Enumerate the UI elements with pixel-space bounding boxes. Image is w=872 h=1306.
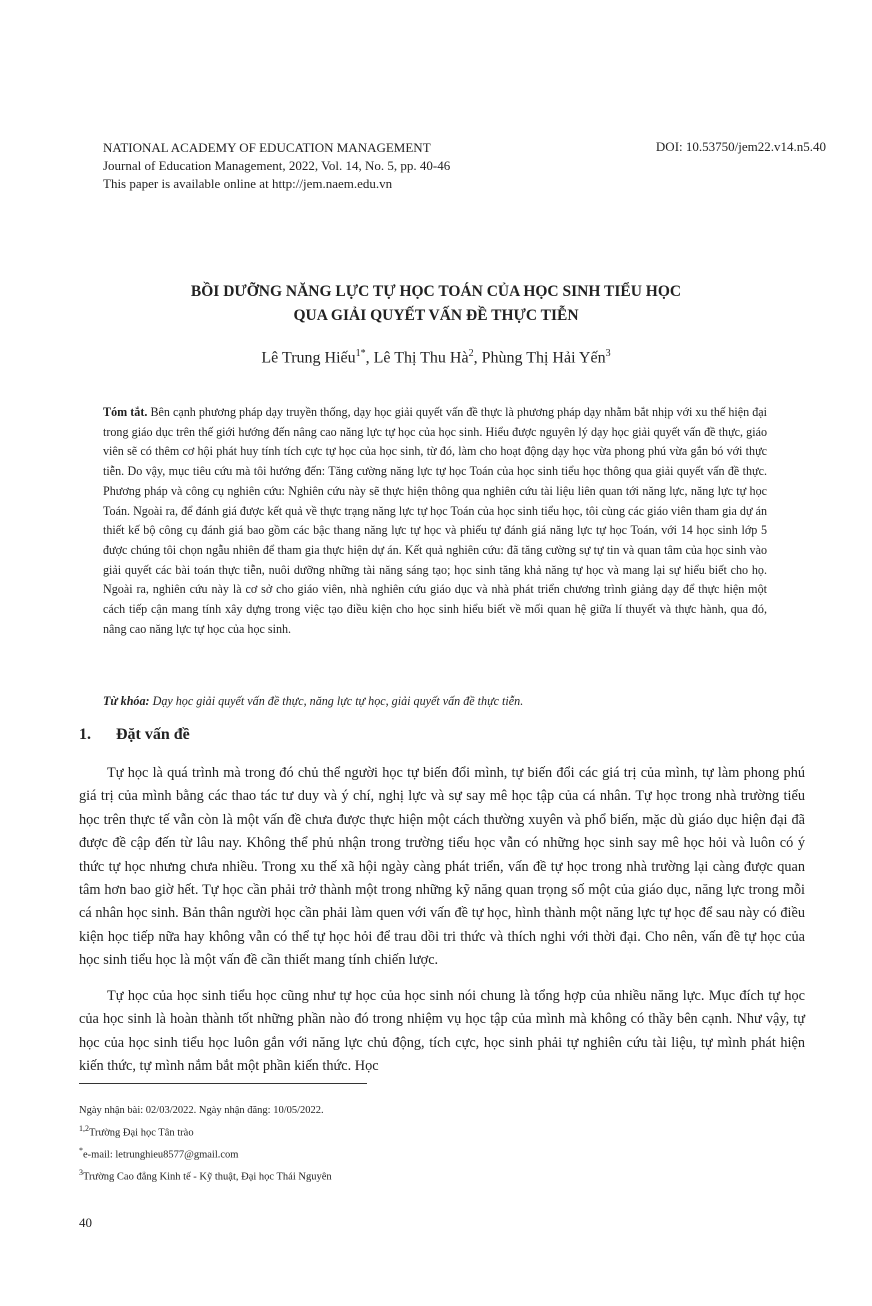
footnote-affiliation-1-2 — [79, 1120, 779, 1142]
title-line-2: QUA GIẢI QUYẾT VẤN ĐỀ THỰC TIỄN — [293, 307, 579, 324]
author-affiliation-mark: 1* — [355, 348, 366, 359]
section-heading — [79, 726, 190, 744]
journal-header — [103, 139, 573, 193]
footnote-affiliation-3 — [79, 1164, 779, 1186]
footnote-text: Trường Đại học Tân trào — [89, 1127, 194, 1138]
author-name: Lê Trung Hiếu — [261, 349, 356, 367]
keywords — [103, 694, 767, 709]
title-line-1: BỒI DƯỠNG NĂNG LỰC TỰ HỌC TOÁN CỦA HỌC SINH TIỂU HỌC — [190, 283, 682, 300]
footnotes — [79, 1102, 779, 1186]
author-name: Phùng Thị Hải Yến — [481, 349, 606, 367]
footnote-email — [79, 1142, 779, 1164]
body-paragraph: Tự học là quá trình mà trong đó chủ thể người học tự biến đổi mình, tự biến đổi các giá trị của mình, tự làm phong phú giá trị của mình bằng các thao tác tư duy và ý chí, nghị lực và sự say mê học tập của cá nhân. Tự học trong nhà trường tiểu học trên thực tế vẫn còn là một vấn đề chưa được thực hiện một cách thường xuyên và phổ biến, mặc dù giáo dục hiện đại đã được đề cập đến từ lâu nay. Không thể phủ nhận trong trường tiểu học vẫn có những học sinh say mê học hỏi và luôn có ý thức tự học nhưng chưa nhiều. Trong xu thế xã hội ngày càng phát triển, vấn đề tự học trong nhà trường lại càng được quan tâm hơn bao giờ hết. Tự học cần phải trở thành một trong những kỹ năng quan trọng số một của giáo dục, năng lực trong mỗi cá nhân học sinh. Bản thân người học cần phải làm quen với vấn đề tự học, hình thành một năng lực tự học để sau này có điều kiện học tiếp nữa hay không vẫn có thể tự học hỏi để trau dồi tri thức và thích nghi với thời đại. Cho nên, vấn đề tự học của học sinh tiểu học là một vấn đề cần thiết mang tính chiến lược. — [79, 765, 805, 969]
footnote-mark: 3 — [79, 1167, 83, 1177]
author-name: Lê Thị Thu Hà — [373, 349, 469, 367]
section-number: 1. — [79, 726, 91, 743]
journal-citation: Journal of Education Management, 2022, Vol. 14, No. 5, pp. 40-46 — [103, 158, 451, 173]
body-paragraph: Tự học của học sinh tiểu học cũng như tự học của học sinh nói chung là tổng hợp của nhiều năng lực. Mục đích tự học của học sinh là hoàn thành tốt những phần nào đó trong nhiệm vụ học tập của mình mà không có thầy bên cạnh. Như vậy, tự học của học sinh tiểu học luôn gắn với năng lực chủ động, tích cực, học sinh phải tự nghiên cứu tài liệu, tự mình phát hiện kiến thức, tự mình nắm bắt một phần kiến thức. Học — [79, 988, 805, 1075]
footnote-text: e-mail: letrunghieu8577@gmail.com — [83, 1149, 239, 1160]
keywords-label: Từ khóa: — [103, 694, 150, 708]
institution-name: NATIONAL ACADEMY OF EDUCATION MANAGEMENT — [103, 140, 431, 155]
author-separator: , — [365, 349, 374, 367]
availability-note: This paper is available online at http://jem.naem.edu.vn — [103, 176, 393, 191]
footnote-text: Ngày nhận bài: 02/03/2022. Ngày nhận đăng: 10/05/2022. — [79, 1105, 324, 1116]
abstract-label: Tóm tắt. — [103, 405, 148, 419]
keywords-text: Dạy học giải quyết vấn đề thực, năng lực tự học, giải quyết vấn đề thực tiễn. — [152, 694, 524, 708]
footnote-text: Trường Cao đẳng Kinh tế - Kỹ thuật, Đại học Thái Nguyên — [83, 1171, 332, 1182]
footnote-received — [79, 1102, 779, 1120]
abstract — [103, 403, 767, 639]
page-number: 40 — [79, 1215, 92, 1230]
author-affiliation-mark: 2 — [468, 348, 474, 359]
doi: DOI: 10.53750/jem22.v14.n5.40 — [655, 139, 826, 154]
paper-title — [60, 280, 812, 328]
author-affiliation-mark: 3 — [605, 348, 611, 359]
author-separator: , — [473, 349, 482, 367]
footnote-mark: 1,2 — [79, 1123, 89, 1133]
author-list — [60, 348, 812, 367]
section-title: Đặt vấn đề — [116, 726, 190, 743]
footnote-mark: * — [79, 1145, 83, 1155]
abstract-text: Bên cạnh phương pháp dạy truyền thống, dạy học giải quyết vấn đề thực là phương pháp dạy nhằm bắt nhịp với xu thế hiện đại trong giáo dục trên thế giới hướng đến nâng cao năng lực tự học của học sinh. Hiểu được nguyên lý dạy học giải quyết vấn đề thực, giáo viên sẽ có thêm cơ hội phát huy tính tích cực tự học của học sinh, từ đó, làm cho hoạt động dạy học vừa phong phú vừa gắn bó với thực tiễn. Do vậy, mục tiêu cứu mà tôi hướng đến: Tăng cường năng lực tự học Toán của học sinh tiểu học thông qua giải quyết vấn đề thực. Phương pháp và công cụ nghiên cứu: Nghiên cứu này sẽ thực hiện thông qua nghiên cứu tài liệu liên quan tới năng lực, năng lực tự học Toán. Ngoài ra, để đánh giá được kết quả về thực trạng năng lực tự học Toán của học sinh tiểu học, tôi cùng các giáo viên tham gia dự án thiết kế bộ công cụ đánh giá bao gồm các bậc thang năng lực tự học và phiếu tự đánh giá năng lực tự học Toán, với 14 học sinh lớp 5 được chúng tôi chọn ngẫu nhiên để tham gia thực hiện dự án. Kết quả nghiên cứu: đã tăng cường sự tự tin và quan tâm của học sinh vào giải quyết các bài toán thực tiễn, nuôi dưỡng những tài năng sáng tạo; học sinh tăng khả năng tự học và mang lại sự hiểu biết cho họ. Ngoài ra, nghiên cứu này là cơ sở cho giáo viên, nhà nghiên cứu giáo dục và nhà phát triển chương trình giảng dạy để thực hiện một cách tiếp cận mang tính xây dựng trong việc tạo điều kiện cho học sinh hiểu biết về mối quan hệ giữa lí thuyết và thực hành, qua đó, nâng cao năng lực tự học của học sinh. — [103, 405, 767, 636]
footnote-divider — [79, 1083, 367, 1084]
